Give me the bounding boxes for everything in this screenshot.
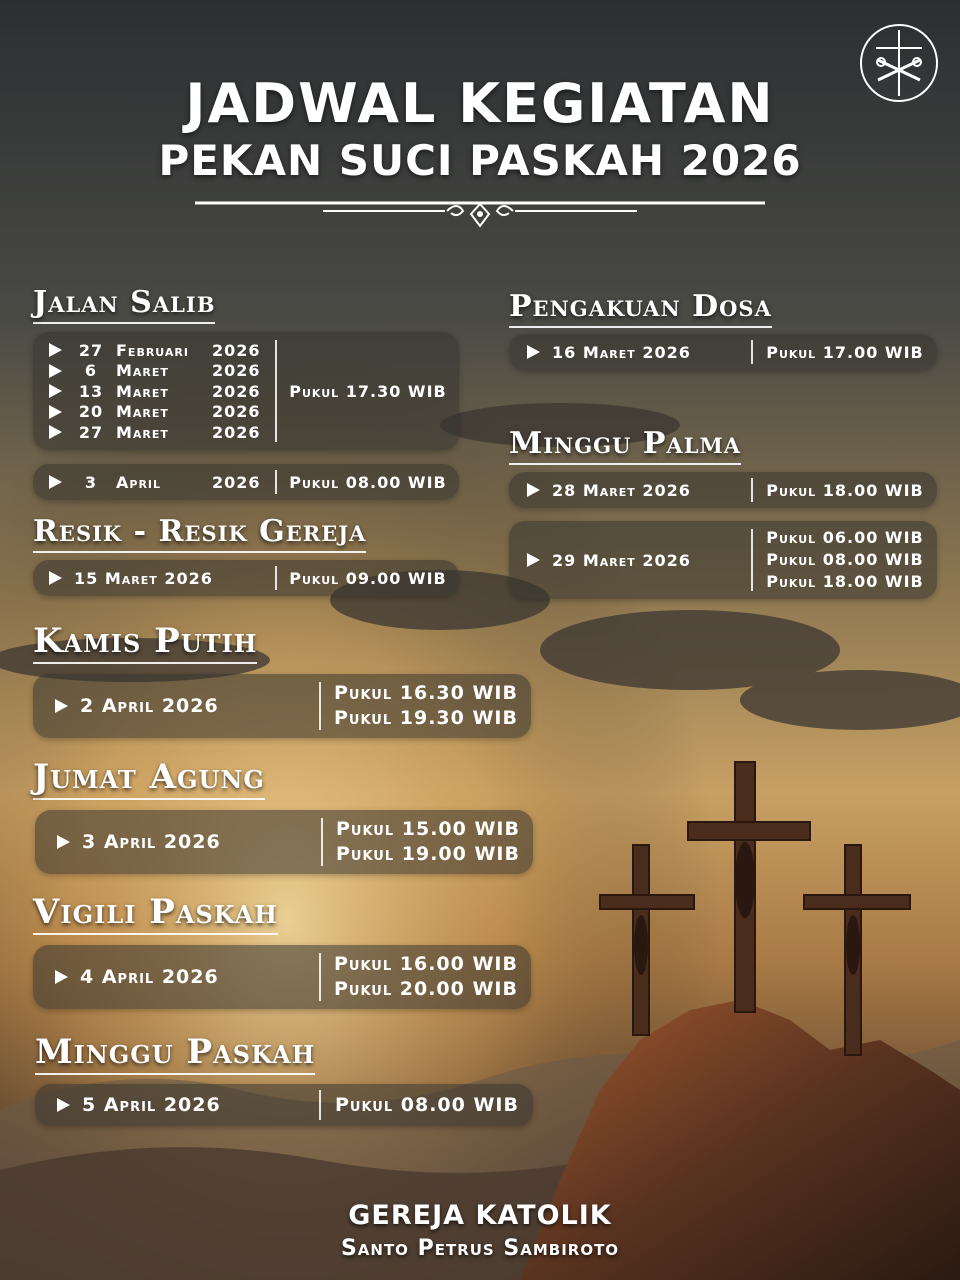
arrow-icon (55, 699, 68, 713)
list-item: 15 Maret 2026 (49, 569, 275, 588)
heading-pengakuan-dosa: Pengakuan Dosa (509, 290, 772, 328)
pengakuan-dosa-box (509, 334, 937, 370)
heading-jalan-salib: Jalan Salib (33, 286, 215, 324)
resik-time: Pukul 09.00 WIB (289, 568, 447, 588)
jalan-salib-extra-box (33, 464, 459, 500)
resik-box (33, 560, 459, 596)
arrow-icon (527, 345, 540, 359)
arrow-icon (49, 405, 62, 419)
arrow-icon (49, 384, 62, 398)
arrow-icon (49, 364, 62, 378)
jumat-agung-box (35, 810, 533, 874)
arrow-icon (55, 970, 68, 984)
page-title: JADWAL KEGIATAN (185, 72, 775, 135)
list-item: 13 Maret 2026 (49, 381, 275, 402)
minggu-palma-box-2 (509, 521, 937, 599)
jumat-agung-times: Pukul 15.00 WIB Pukul 19.00 WIB (335, 818, 520, 865)
minggu-palma-box-1 (509, 472, 937, 508)
list-item: 4 April 2026 (55, 966, 319, 988)
list-item: 20 Maret 2026 (49, 401, 275, 422)
heading-minggu-paskah: Minggu Paskah (35, 1033, 315, 1075)
divider-ornament (195, 196, 765, 232)
heading-jumat-agung: Jumat Agung (33, 758, 265, 800)
list-item: 27 Maret 2026 (49, 422, 275, 443)
arrow-icon (57, 1098, 70, 1112)
list-item: 3 April 2026 (49, 473, 275, 492)
heading-kamis-putih: Kamis Putih (33, 622, 257, 664)
footer-church-name: GEREJA KATOLIK (348, 1200, 612, 1231)
arrow-icon (57, 835, 70, 849)
arrow-icon (49, 475, 62, 489)
list-item: 2 April 2026 (55, 695, 319, 717)
minggu-palma-times-2: Pukul 06.00 WIB Pukul 08.00 WIB Pukul 18.00 WIB (766, 528, 924, 591)
kamis-putih-times: Pukul 16.30 WIB Pukul 19.30 WIB (333, 682, 518, 729)
list-item: 27 Februari 2026 (49, 340, 275, 361)
jalan-salib-dates (33, 340, 275, 443)
arrow-icon (527, 553, 540, 567)
list-item: 3 April 2026 (57, 831, 321, 853)
page-subtitle: PEKAN SUCI PASKAH 2026 (158, 136, 802, 185)
list-item: 28 Maret 2026 (527, 481, 751, 500)
arrow-icon (49, 343, 62, 357)
heading-minggu-palma: Minggu Palma (509, 427, 741, 465)
vigili-paskah-box (33, 945, 531, 1009)
minggu-paskah-time: Pukul 08.00 WIB (334, 1094, 519, 1116)
kamis-putih-box (33, 674, 531, 738)
list-item: 16 Maret 2026 (527, 343, 751, 362)
jalan-salib-extra-time: Pukul 08.00 WIB (289, 472, 447, 492)
minggu-palma-time-1: Pukul 18.00 WIB (766, 480, 924, 500)
list-item: 6 Maret 2026 (49, 360, 275, 381)
jalan-salib-time: Pukul 17.30 WIB (289, 381, 447, 401)
list-item: 5 April 2026 (57, 1094, 319, 1116)
footer-parish-name: Santo Petrus Sambiroto (340, 1236, 620, 1261)
heading-vigili-paskah: Vigili Paskah (33, 893, 278, 935)
list-item: 29 Maret 2026 (527, 551, 751, 570)
heading-resik-gereja: Resik - Resik Gereja (33, 515, 366, 553)
minggu-paskah-box (35, 1084, 533, 1126)
arrow-icon (49, 571, 62, 585)
pengakuan-dosa-time: Pukul 17.00 WIB (766, 342, 924, 362)
vigili-paskah-times: Pukul 16.00 WIB Pukul 20.00 WIB (333, 953, 518, 1000)
arrow-icon (49, 425, 62, 439)
arrow-icon (527, 483, 540, 497)
jalan-salib-box (33, 332, 459, 450)
